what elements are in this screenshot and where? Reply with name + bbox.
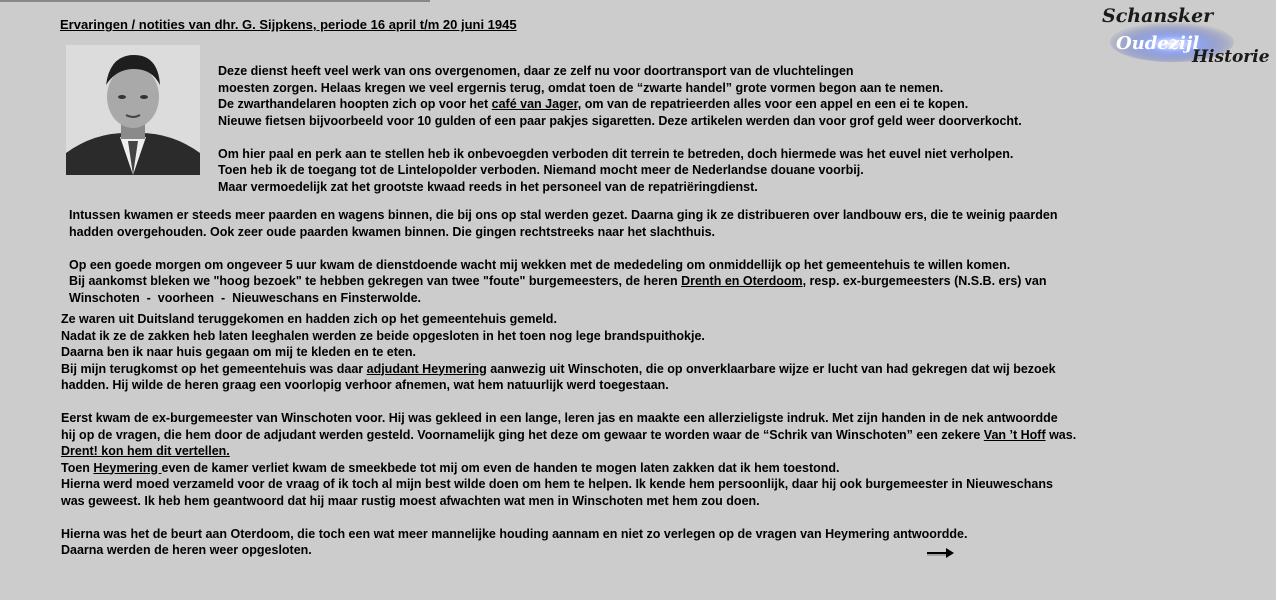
text-block-2	[69, 207, 1057, 306]
text-line: Nieuwe fietsen bijvoorbeeld voor 10 gulden of een paar pakjes sigaretten. Deze artikelen werden dan voor grof geld weer doorverkocht.	[218, 113, 1022, 128]
text-line: Eerst kwam de ex-burgemeester van Winschoten voor. Hij was gekleed in een lange, leren jas en maakte een allerzieligste indruk. Met zijn handen in de nek antwoordde	[61, 411, 1058, 425]
text-line: Deze dienst heeft veel werk van ons overgenomen, daar ze zelf nu voor doortransport van de vluchtelingen	[218, 64, 854, 78]
link-drenth-en-oterdoom[interactable]: Drenth en Oterdoom	[681, 274, 803, 288]
text-line: Nadat ik ze de zakken heb laten leeghalen werden ze beide opgesloten in het toen nog lege brandspuithokje.	[61, 328, 705, 343]
logo-text-2: Oudezijl	[1116, 33, 1200, 54]
text-line: Maar vermoedelijk zat het grootste kwaad reeds in het personeel van de repatriëringdienst.	[218, 179, 758, 194]
link-van-t-hoff[interactable]: Van ’t Hoff	[983, 427, 1046, 442]
arrow-right-icon[interactable]	[926, 546, 956, 560]
text-line: Winschoten - voorheen - Nieuweschans en Finsterwolde.	[69, 290, 422, 305]
site-logo[interactable]	[1100, 4, 1270, 66]
top-divider	[0, 0, 430, 2]
text-line: Op een goede morgen om ongeveer 5 uur kwam de dienstdoende wacht mij wekken met de mededeling om onmiddellijk op het gemeentehuis te willen komen.	[69, 257, 1011, 272]
text-line: was geweest. Ik heb hem geantwoord dat hij maar rustig moest afwachten wat men in Winschoten met hem zou doen.	[61, 493, 760, 508]
text-line: Daarna ben ik naar huis gegaan om mij te kleden en te eten.	[61, 345, 416, 359]
portrait-photo	[66, 45, 200, 175]
text-line: Om hier paal en perk aan te stellen heb ik onbevoegden verboden dit terrein te betreden, doch hiermede was het euvel niet verholpen.	[218, 146, 1014, 161]
page-title: Ervaringen / notities van dhr. G. Sijpkens, periode 16 april t/m 20 juni 1945	[60, 17, 517, 32]
text-line: Hierna was het de beurt aan Oterdoom, die toch een wat meer mannelijke houding aannam en niet zo verlegen op de vragen van Heymering antwoordde.	[61, 526, 968, 541]
link-heymering[interactable]: Heymering	[93, 460, 162, 475]
text-line: Ze waren uit Duitsland teruggekomen en hadden zich op het gemeentehuis gemeld.	[61, 312, 557, 326]
link-adjudant-heymering[interactable]: adjudant Heymering	[366, 361, 487, 376]
logo-text-1: Schansker	[1102, 5, 1214, 27]
text-line: Toen Heymering even de kamer verliet kwam de smeekbede tot mij om even de handen te mogen laten zakken dat ik hem toestond.	[61, 460, 840, 475]
logo-text-3: Historie	[1192, 47, 1270, 66]
text-line: Bij aankomst bleken we "hoog bezoek" te hebben gekregen van twee "foute" burgemeesters, de heren Drenth en Oterdoom, resp. ex-burgemeesters (N.S.B. ers) van	[69, 274, 1047, 288]
text-line: hadden. Hij wilde de heren graag een voorlopig verhoor afnemen, wat hem natuurlijk werd toegestaan.	[61, 378, 669, 392]
text-line: Toen heb ik de toegang tot de Lintelopolder verboden. Niemand mocht meer de Nederlandse douane voorbij.	[218, 163, 864, 177]
text-line: hadden overgehouden. Ook zeer oude paarden kwamen binnen. Die gingen rechtstreeks naar het slachthuis.	[69, 224, 715, 239]
text-line: Bij mijn terugkomst op het gemeentehuis was daar adjudant Heymering aanwezig uit Winschoten, die op onverklaarbare wijze er lucht van had gekregen dat wij bezoek	[61, 361, 1056, 376]
link-cafe-van-jager[interactable]: café van Jager,	[491, 97, 582, 111]
text-line	[61, 443, 1076, 460]
text-line: Intussen kwamen er steeds meer paarden en wagens binnen, die bij ons op stal werden gezet. Daarna ging ik ze distribueren over landbouw ers, die te weinig paarden	[69, 208, 1058, 222]
text-block-1	[218, 63, 1022, 195]
text-line: De zwarthandelaren hoopten zich op voor het café van Jager, om van de repatrieerden alles voor een appel en een ei te kopen.	[218, 97, 969, 111]
text-block-3	[61, 311, 1076, 559]
text-line: hij op de vragen, die hem door de adjudant werden gesteld. Voornamelijk ging het deze om gewaar te worden waar de “Schrik van Winschoten” een zekere Van ’t Hoff was.	[61, 427, 1077, 442]
portrait-icon	[66, 45, 200, 175]
text-line: Daarna werden de heren weer opgesloten.	[61, 543, 312, 557]
text-line: moesten zorgen. Helaas kregen we veel ergernis terug, omdat toen de “zwarte handel” grote vormen begon aan te nemen.	[218, 80, 944, 95]
text-line: Hierna werd moed verzameld voor de vraag of ik toch al mijn best wilde doen om hem te helpen. Ik kende hem persoonlijk, daar hij ook burgemeester in Nieuweschans	[61, 477, 1053, 491]
link-drent[interactable]: Drent! kon hem dit vertellen.	[61, 444, 230, 458]
